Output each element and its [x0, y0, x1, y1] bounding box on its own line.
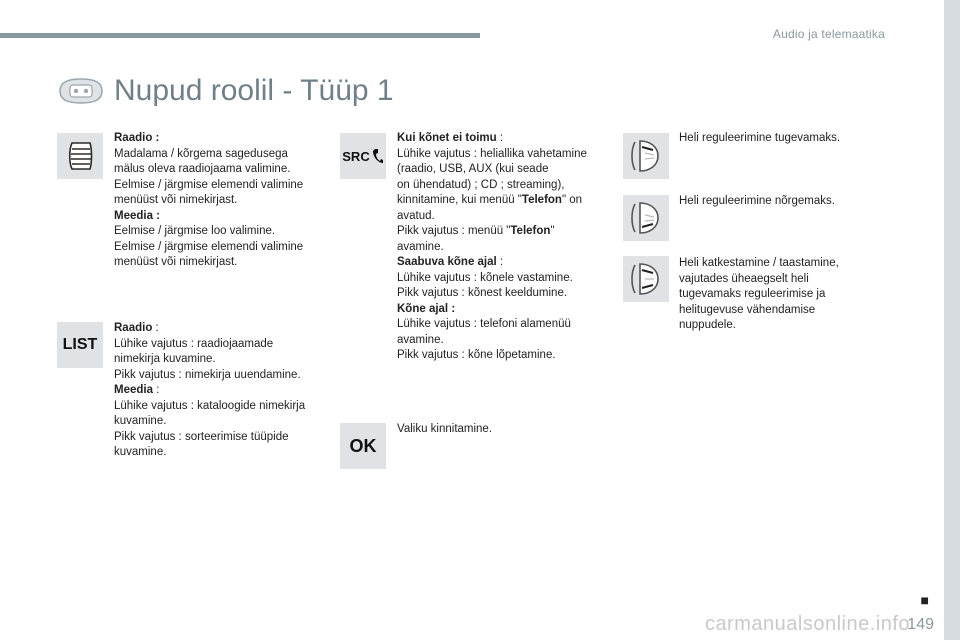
list-button-label: LIST: [62, 336, 98, 353]
src-button-label: SRC: [342, 148, 370, 164]
page-edge-bar: [944, 0, 960, 640]
text-line: Lühike vajutus : telefoni alamenüü: [397, 318, 571, 330]
text-line: Eelmise / järgmise loo valimine.: [114, 225, 276, 237]
ok-description: [397, 422, 492, 438]
wheel-description: [114, 131, 303, 271]
ok-button-icon: [340, 423, 386, 469]
volume-down-description: [679, 194, 835, 210]
text-line: Lühike vajutus : raadiojaamade: [114, 337, 274, 350]
text-line: avatud.: [397, 209, 435, 222]
heading-text: Kui kõnet ei toimu: [397, 132, 497, 144]
text-part: " on: [561, 194, 583, 206]
text-line: Pikk vajutus : kõne lõpetamine.: [397, 349, 556, 361]
text-line: on ühendatud) ; CD ; streaming),: [397, 178, 565, 191]
text-line: [397, 224, 587, 240]
phone-icon: [372, 147, 384, 165]
text-line: helitugevuse vähendamise: [679, 303, 816, 316]
heading-text: Raadio: [114, 322, 153, 334]
text-line: nimekirja kuvamine.: [114, 353, 216, 365]
text-line: [397, 193, 587, 209]
radio-heading: Raadio :: [114, 132, 160, 144]
text-line: Pikk vajutus : sorteerimise tüüpide: [114, 430, 289, 443]
mute-description: [679, 256, 839, 334]
text-line: menüüst või nimekirjast.: [114, 256, 238, 268]
text-line: vajutades üheaegselt heli: [679, 272, 809, 285]
header-bar: [0, 33, 480, 38]
no-call-heading: [397, 131, 587, 147]
page-title: Nupud roolil - Tüüp 1: [114, 74, 394, 107]
heading-colon: :: [152, 322, 159, 334]
text-line: nuppudele.: [679, 319, 736, 331]
text-part: kinnitamine, kui menüü ": [397, 194, 522, 206]
page-bullet: ■: [920, 592, 929, 608]
list-description: [114, 321, 305, 461]
text-line: Valiku kinnitamine.: [397, 423, 493, 435]
heading-text: Saabuva kõne ajal: [397, 256, 497, 268]
text-line: avamine.: [397, 333, 444, 346]
section-label: Audio ja telemaatika: [772, 27, 885, 41]
text-part: Pikk vajutus : menüü ": [397, 225, 511, 237]
text-line: kuvamine.: [114, 415, 167, 427]
volume-down-button-icon: [623, 195, 669, 241]
text-line: Eelmise / järgmise elemendi valimine: [114, 240, 304, 253]
text-line: Heli reguleerimine nõrgemaks.: [679, 195, 835, 207]
heading-colon: :: [496, 256, 504, 268]
telefon-keyword: Telefon: [521, 194, 562, 206]
text-line: Eelmise / järgmise elemendi valimine: [114, 178, 304, 191]
incoming-call-heading: [397, 255, 587, 271]
volume-up-button-icon: [623, 133, 669, 179]
heading-colon: :: [153, 384, 160, 396]
text-line: Madalama / kõrgema sagedusega: [114, 147, 288, 160]
mute-buttons-icon: [623, 256, 669, 302]
text-line: Heli reguleerimine tugevamaks.: [679, 132, 841, 144]
steering-wheel-controls-icon: [56, 76, 106, 106]
watermark: carmanualsonline.info: [704, 613, 910, 635]
text-line: (raadio, USB, AUX (kui seade: [397, 163, 549, 175]
text-part: ": [550, 225, 555, 237]
volume-up-description: [679, 131, 840, 147]
text-line: Pikk vajutus : kõnest keeldumine.: [397, 287, 568, 299]
text-line: kuvamine.: [114, 446, 167, 458]
src-phone-button-icon: [340, 133, 386, 179]
text-line: Lühike vajutus : kõnele vastamine.: [397, 271, 573, 284]
text-line: Lühike vajutus : heliallika vahetamine: [397, 147, 587, 160]
list-button-icon: [57, 322, 103, 368]
text-line: mälus oleva raadiojaama valimine.: [114, 163, 291, 175]
ok-button-label: OK: [349, 435, 377, 456]
telefon-keyword: Telefon: [510, 225, 551, 237]
radio-heading: [114, 321, 305, 337]
text-line: Lühike vajutus : kataloogide nimekirja: [114, 399, 306, 412]
thumbwheel-icon: [57, 133, 103, 179]
page-number: 149: [907, 616, 934, 633]
media-heading: Meedia :: [114, 209, 161, 222]
during-call-heading: Kõne ajal :: [397, 302, 456, 315]
heading-colon: :: [496, 132, 504, 144]
src-description: [397, 131, 587, 364]
text-line: menüüst või nimekirjast.: [114, 194, 238, 206]
text-line: Heli katkestamine / taastamine,: [679, 257, 839, 269]
text-line: avamine.: [397, 240, 444, 253]
media-heading: [114, 383, 305, 399]
text-line: Pikk vajutus : nimekirja uuendamine.: [114, 368, 301, 381]
heading-text: Meedia: [114, 384, 153, 396]
text-line: tugevamaks reguleerimise ja: [679, 288, 826, 300]
